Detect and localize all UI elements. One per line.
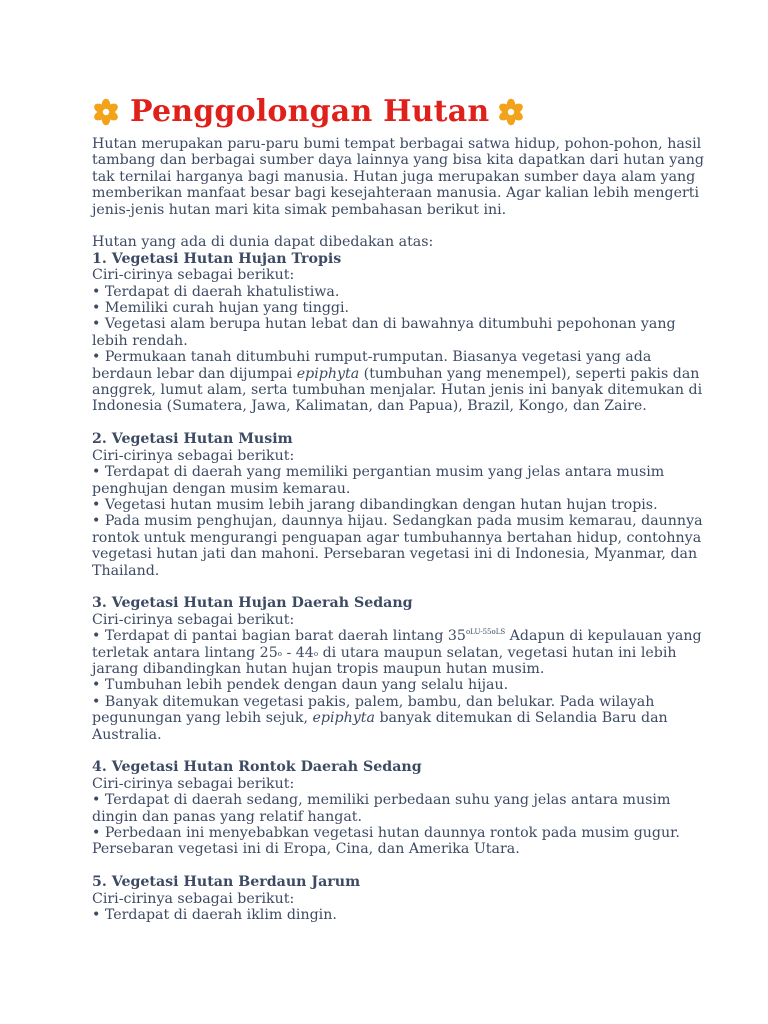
superscript: oLU-55oLS bbox=[465, 628, 506, 637]
text-run: • Terdapat di pantai bagian barat daerah lintang 35 bbox=[92, 628, 466, 645]
intro-line: tak ternilai harganya bagi manusia. Hutan juga merupakan sumber daya alam yang bbox=[92, 168, 696, 185]
bullet-line: • Terdapat di daerah sedang, memiliki perbedaan suhu yang jelas antara musim bbox=[92, 792, 671, 809]
bullet-line: • Permukaan tanah ditumbuhi rumput-rumputan. Biasanya vegetasi yang ada bbox=[92, 349, 652, 366]
criteria-label: Ciri-cirinya sebagai berikut: bbox=[92, 775, 295, 792]
bullet-line: • Memiliki curah hujan yang tinggi. bbox=[92, 300, 350, 317]
bullet-line: • Terdapat di daerah iklim dingin. bbox=[92, 907, 337, 924]
degree-mark: o bbox=[277, 649, 282, 658]
intro-paragraph bbox=[92, 136, 728, 218]
section-heading: 2. Vegetasi Hutan Musim bbox=[92, 431, 293, 448]
criteria-label: Ciri-cirinya sebagai berikut: bbox=[92, 890, 295, 907]
bullet-line: • Terdapat di daerah khatulistiwa. bbox=[92, 283, 340, 300]
criteria-label: Ciri-cirinya sebagai berikut: bbox=[92, 447, 295, 464]
bullet-line: Thailand. bbox=[92, 562, 160, 579]
bullet-line: dingin dan panas yang relatif hangat. bbox=[92, 808, 362, 825]
bullet-line: rontok untuk mengurangi penguapan agar tumbuhannya bertahan hidup, contohnya bbox=[92, 529, 702, 546]
text-run: pegunungan yang lebih sejuk, bbox=[92, 710, 313, 727]
section-heading: 1. Vegetasi Hutan Hujan Tropis bbox=[92, 250, 342, 267]
bullet-line: • Pada musim penghujan, daunnya hijau. Sedangkan pada musim kemarau, daunnya bbox=[92, 513, 703, 530]
bullet-line bbox=[92, 710, 728, 726]
bullet-line bbox=[92, 366, 728, 382]
bullet-line: • Banyak ditemukan vegetasi pakis, palem, bambu, dan belukar. Pada wilayah bbox=[92, 693, 655, 710]
degree-mark: o bbox=[313, 649, 319, 658]
bullet-line: • Perbedaan ini menyebabkan vegetasi hutan daunnya rontok pada musim gugur. bbox=[92, 825, 680, 841]
bullet-line: • Vegetasi hutan musim lebih jarang dibandingkan dengan hutan hujan tropis. bbox=[92, 496, 658, 513]
bullet-line: Persebaran vegetasi ini di Eropa, Cina, dan Amerika Utara. bbox=[92, 841, 520, 858]
bullet-line: vegetasi hutan jati dan mahoni. Persebaran vegetasi ini di Indonesia, Myanmar, dan bbox=[92, 546, 698, 563]
section-heading: 3. Vegetasi Hutan Hujan Daerah Sedang bbox=[92, 595, 413, 612]
text-run: banyak ditemukan di Selandia Baru dan bbox=[374, 710, 668, 727]
bullet-line: anggrek, lumut alam, serta tumbuhan menjalar. Hutan jenis ini banyak ditemukan di bbox=[92, 382, 703, 399]
bullet-line: penghujan dengan musim kemarau. bbox=[92, 480, 351, 497]
intro-line: jenis-jenis hutan mari kita simak pembahasan berikut ini. bbox=[92, 201, 507, 218]
bullet-line: Australia. bbox=[92, 726, 162, 743]
document-body bbox=[92, 136, 728, 923]
intro-line: Hutan merupakan paru-paru bumi tempat berbagai satwa hidup, pohon-pohon, hasil bbox=[92, 136, 702, 152]
intro-line: tambang dan berbagai sumber daya lainnya yang bisa kita dapatkan dari hutan yang bbox=[92, 152, 704, 169]
lead-text: Hutan yang ada di dunia dapat dibedakan atas: bbox=[92, 234, 434, 251]
title-row bbox=[92, 92, 728, 132]
bullet-line: • Tumbuhan lebih pendek dengan daun yang selalu hijau. bbox=[92, 677, 509, 694]
italic-term: epiphyta bbox=[296, 365, 360, 382]
italic-term: epiphyta bbox=[312, 710, 375, 727]
flower-icon bbox=[92, 98, 120, 126]
text-run: di utara maupun selatan, vegetasi hutan ini lebih bbox=[318, 644, 677, 661]
flower-icon bbox=[497, 98, 525, 126]
bullet-line: jarang dibandingkan hutan hujan tropis maupun hutan musim. bbox=[92, 660, 545, 677]
bullet-line: lebih rendah. bbox=[92, 332, 188, 349]
section-heading: 5. Vegetasi Hutan Berdaun Jarum bbox=[92, 874, 361, 891]
bullet-line: Indonesia (Sumatera, Jawa, Kalimatan, dan Papua), Brazil, Kongo, dan Zaire. bbox=[92, 398, 647, 415]
text-run: - 44 bbox=[281, 644, 314, 661]
text-run: terletak antara lintang 25 bbox=[92, 644, 278, 661]
text-run: (tumbuhan yang menempel), seperti pakis dan bbox=[359, 365, 700, 382]
page-title: Penggolongan Hutan bbox=[130, 94, 490, 129]
bullet-line: • Vegetasi alam berupa hutan lebat dan di bawahnya ditumbuhi pepohonan yang bbox=[92, 316, 676, 333]
bullet-line bbox=[92, 645, 728, 661]
section-heading: 4. Vegetasi Hutan Rontok Daerah Sedang bbox=[92, 759, 422, 776]
bullet-line bbox=[92, 628, 728, 644]
intro-line: memberikan manfaat besar bagi kesejahteraan manusia. Agar kalian lebih mengerti bbox=[92, 185, 700, 202]
criteria-label: Ciri-cirinya sebagai berikut: bbox=[92, 611, 295, 628]
criteria-label: Ciri-cirinya sebagai berikut: bbox=[92, 267, 295, 284]
bullet-line: • Terdapat di daerah yang memiliki pergantian musim yang jelas antara musim bbox=[92, 464, 665, 481]
text-run: berdaun lebar dan dijumpai bbox=[92, 365, 297, 382]
text-run: Adapun di kepulauan yang bbox=[505, 628, 702, 645]
